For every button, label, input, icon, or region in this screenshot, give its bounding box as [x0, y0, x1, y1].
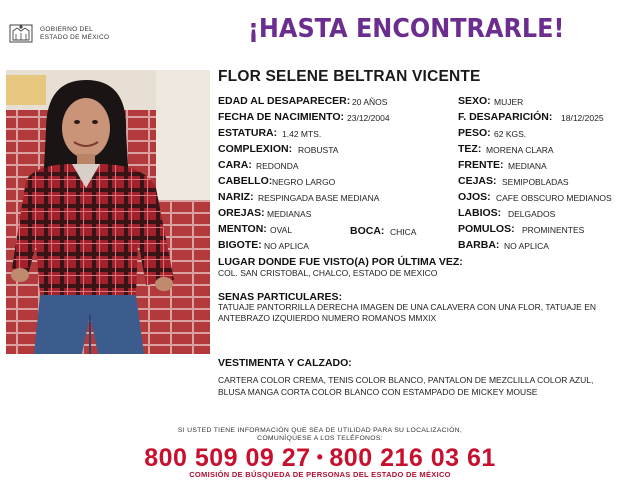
nariz-value: RESPINGADA BASE MEDIANA: [258, 193, 380, 203]
cara-value: REDONDA: [256, 161, 299, 171]
estatura-label: ESTATURA:: [218, 127, 278, 139]
last-seen-value: COL. SAN CRISTOBAL, CHALCO, ESTADO DE MEXICO: [218, 268, 438, 278]
nariz-label: NARIZ:: [218, 191, 254, 203]
cara-label: CARA:: [218, 159, 252, 171]
boca-label: BOCA:: [350, 225, 385, 237]
clothing-value: CARTERA COLOR CREMA, TENIS COLOR BLANCO, PANTALON DE MEZCLILLA COLOR AZUL, BLUSA MANGA CORTA COLOR BLANCO CON ESTAMPADO DE MICKEY MOUSE: [218, 375, 594, 397]
complexion-label: COMPLEXION:: [218, 143, 293, 155]
marks-value: TATUAJE PANTORRILLA DERECHA IMAGEN DE UNA CALAVERA CON UNA FLOR, TATUAJE EN ANTEBRAZO IZQUIERDO NUMERO ROMANOS MMXIX: [218, 302, 597, 323]
missing-person-photo: [6, 70, 210, 354]
phone-1[interactable]: 800 509 09 27: [144, 444, 311, 472]
complexion-value: ROBUSTA: [298, 145, 339, 155]
bigote-label: BIGOTE:: [218, 239, 262, 251]
menton-label: MENTON:: [218, 223, 267, 235]
frente-value: MEDIANA: [508, 161, 547, 171]
desaparicion-value: 18/12/2025: [561, 113, 604, 123]
phone-numbers: [0, 444, 640, 473]
nacimiento-label: FECHA DE NACIMIENTO:: [218, 111, 344, 123]
logo-line-2: ESTADO DE MÉXICO: [40, 34, 110, 41]
coat-of-arms-icon: [8, 22, 34, 44]
photo-illustration: [6, 70, 210, 354]
phone-separator: •: [316, 447, 324, 467]
headline: ¡HASTA ENCONTRARLE!: [248, 14, 565, 44]
barba-value: NO APLICA: [504, 241, 549, 251]
pomulos-value: PROMINENTES: [522, 225, 585, 235]
person-name: FLOR SELENE BELTRAN VICENTE: [218, 68, 481, 85]
government-logo: [8, 22, 118, 46]
orejas-value: MEDIANAS: [267, 209, 312, 219]
labios-label: LABIOS:: [458, 207, 502, 219]
pomulos-label: POMULOS:: [458, 223, 515, 235]
footer-note-line-2: COMUNÍQUESE A LOS TELÉFONOS:: [257, 435, 383, 442]
edad-value: 20 AÑOS: [352, 97, 388, 107]
phone-2[interactable]: 800 216 03 61: [329, 444, 496, 472]
tez-value: MORENA CLARA: [486, 145, 554, 155]
cabello-label: CABELLO:: [218, 175, 273, 187]
sexo-value: MUJER: [494, 97, 524, 107]
bigote-value: NO APLICA: [264, 241, 309, 251]
cejas-label: CEJAS:: [458, 175, 497, 187]
frente-label: FRENTE:: [458, 159, 504, 171]
labios-value: DELGADOS: [508, 209, 556, 219]
desaparicion-label: F. DESAPARICIÓN:: [458, 111, 553, 123]
nacimiento-value: 23/12/2004: [347, 113, 390, 123]
orejas-label: OREJAS:: [218, 207, 265, 219]
footer-note-line-1: SI USTED TIENE INFORMACIÓN QUE SEA DE UTILIDAD PARA SU LOCALIZACIÓN,: [177, 427, 463, 434]
menton-value: OVAL: [270, 225, 293, 235]
cabello-value: NEGRO LARGO: [272, 177, 336, 187]
tez-label: TEZ:: [458, 143, 482, 155]
edad-label: EDAD AL DESAPARECER:: [218, 95, 351, 107]
barba-label: BARBA:: [458, 239, 500, 251]
peso-value: 62 KGS.: [494, 129, 527, 139]
cejas-value: SEMIPOBLADAS: [502, 177, 569, 187]
last-seen-label: LUGAR DONDE FUE VISTO(A) POR ÚLTIMA VEZ:: [218, 256, 463, 268]
sexo-label: SEXO:: [458, 95, 491, 107]
boca-value: CHICA: [390, 227, 417, 237]
logo-line-1: GOBIERNO DEL: [40, 26, 94, 33]
marks-label: SENAS PARTICULARES:: [218, 291, 343, 303]
estatura-value: 1.42 MTS.: [282, 129, 322, 139]
ojos-label: OJOS:: [458, 191, 491, 203]
peso-label: PESO:: [458, 127, 491, 139]
clothing-label: VESTIMENTA Y CALZADO:: [218, 357, 352, 369]
commission-name: COMISIÓN DE BÚSQUEDA DE PERSONAS DEL ESTADO DE MÉXICO: [189, 470, 451, 479]
ojos-value: CAFE OBSCURO MEDIANOS: [496, 193, 612, 203]
